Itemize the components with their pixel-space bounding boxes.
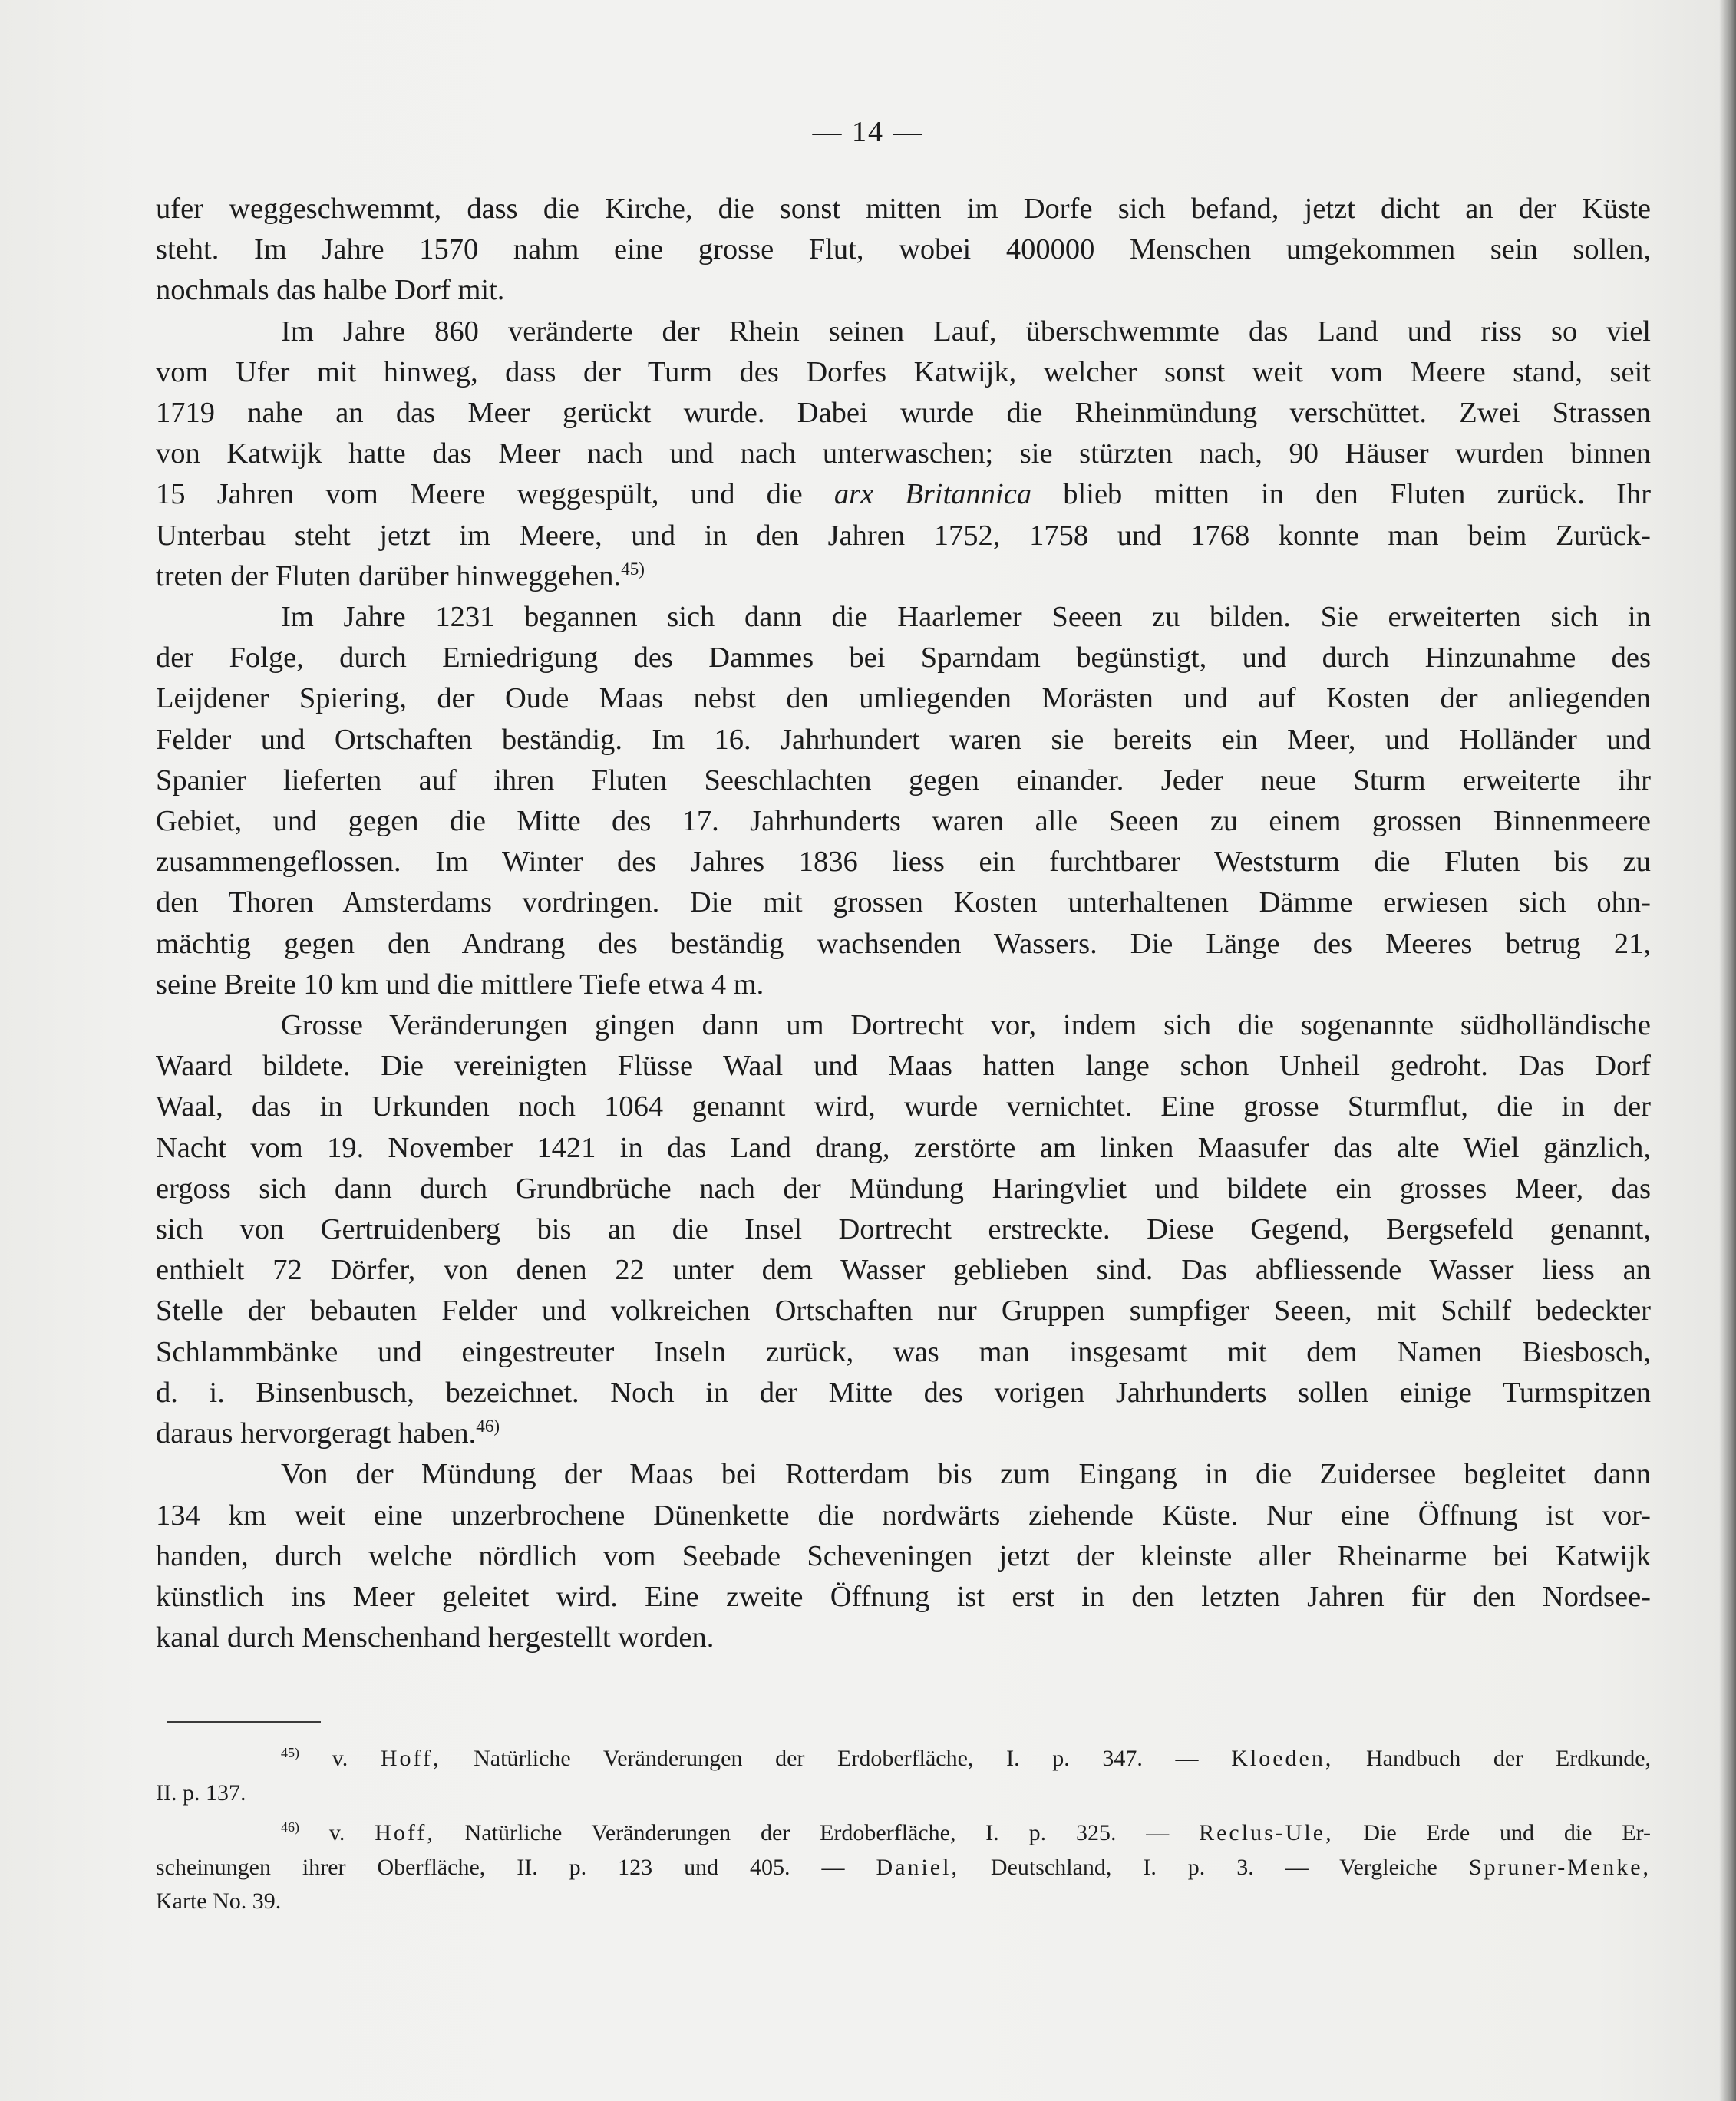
text-line: steht. Im Jahre 1570 nahm eine grosse Flut, wobei 400000 Menschen umgekommen sein sollen, <box>156 233 1651 266</box>
text-line: ufer weggeschwemmt, dass die Kirche, die sonst mitten im Dorfe sich befand, jetzt dicht an der Küste <box>156 193 1651 225</box>
text-line: seine Breite 10 km und die mittlere Tiefe etwa 4 m. <box>156 968 764 1001</box>
text-segment: v. <box>328 1820 345 1845</box>
text-line: enthielt 72 Dörfer, von denen 22 unter dem Wasser geblieben sind. Das abfliessende Wasser liess an <box>156 1254 1651 1287</box>
footnote-line: Karte No. 39. <box>156 1888 282 1914</box>
footnote-divider <box>167 1721 321 1723</box>
page-number: — 14 — <box>812 116 924 148</box>
text-line <box>156 474 1651 515</box>
text-line: d. i. Binsenbusch, bezeichnet. Noch in der Mitte des vorigen Jahrhunderts sollen einige Turmspitzen <box>156 1376 1651 1409</box>
text-line: mächtig gegen den Andrang des beständig wachsenden Wassers. Die Länge des Meeres betrug 21, <box>156 927 1651 960</box>
footnote-45 <box>156 1742 1651 1810</box>
body-text <box>156 189 1651 1658</box>
footnote-spacer <box>156 1810 1651 1816</box>
paragraph-2 <box>156 312 1651 597</box>
text-line: 1719 nahe an das Meer gerückt wurde. Dabei wurde die Rheinmündung verschüttet. Zwei Strassen <box>156 397 1651 430</box>
text-line: von Katwijk hatte das Meer nach und nach unterwaschen; sie stürzten nach, 90 Häuser wurden binnen <box>156 437 1651 470</box>
text-line: Von der Mündung der Maas bei Rotterdam bis zum Eingang in die Zuidersee begleitet dann <box>281 1458 1651 1491</box>
text-line: Leijdener Spiering, der Oude Maas nebst den umliegenden Morästen und auf Kosten der anliegenden <box>156 682 1651 715</box>
footnote-marker: 46) <box>281 1819 299 1835</box>
footnote-marker: 45) <box>281 1745 299 1760</box>
text-line: 134 km weit eine unzerbrochene Dünenkette die nordwärts ziehende Küste. Nur eine Öffnung ist vor- <box>156 1499 1651 1532</box>
text-line: sich von Gertruidenberg bis an die Insel Dortrecht erstreckte. Diese Gegend, Bergsefeld genannt, <box>156 1213 1651 1246</box>
text-line: Nacht vom 19. November 1421 in das Land drang, zerstörte am linken Maasufer das alte Wiel gänzlich, <box>156 1131 1651 1164</box>
italic-term: arx Britannica <box>833 478 1032 511</box>
text-line: Im Jahre 1231 begannen sich dann die Haarlemer Seeen zu bilden. Sie erweiterten sich in <box>281 601 1651 634</box>
text-line: künstlich ins Meer geleitet wird. Eine zweite Öffnung ist erst in den letzten Jahren für den Nordsee- <box>156 1580 1651 1613</box>
paragraph-3 <box>156 597 1651 1005</box>
footnote-line <box>156 1816 1651 1851</box>
text-line: handen, durch welche nördlich vom Seebade Scheveningen jetzt der kleinste aller Rheinarme bei Katwijk <box>156 1539 1651 1572</box>
text-line: Waard bildete. Die vereinigten Flüsse Waal und Maas hatten lange schon Unheil gedroht. Das Dorf <box>156 1050 1651 1083</box>
text-segment: Natürliche Veränderungen der Erdoberfläche, I. p. 325. — <box>464 1820 1170 1845</box>
text-line: zusammengeflossen. Im Winter des Jahres 1836 liess ein furchtbarer Weststurm die Fluten bis zu <box>156 846 1651 879</box>
text-line: Schlammbänke und eingestreuter Inseln zurück, was man insgesamt mit dem Namen Biesbosch, <box>156 1335 1651 1368</box>
paragraph-5 <box>156 1454 1651 1658</box>
text-line: vom Ufer mit hinweg, dass der Turm des Dorfes Katwijk, welcher sonst weit vom Meere stand, seit <box>156 355 1651 388</box>
text-segment: v. <box>332 1746 348 1771</box>
text-line: kanal durch Menschenhand hergestellt worden. <box>156 1621 715 1654</box>
text-segment: Natürliche Veränderungen der Erdoberfläche, I. p. 347. — <box>474 1746 1199 1771</box>
footnote-line <box>156 1851 1651 1885</box>
paragraph-1 <box>156 189 1651 312</box>
text-line <box>156 556 1651 597</box>
text-segment: scheinungen ihrer Oberfläche, II. p. 123 und 405. — <box>156 1854 845 1880</box>
text-line: der Folge, durch Erniedrigung des Dammes bei Sparndam begünstigt, und durch Hinzunahme des <box>156 642 1651 674</box>
author-name: Hoff, <box>380 1746 441 1771</box>
footnotes <box>156 1742 1651 1919</box>
footnote-reference: 45) <box>621 559 645 579</box>
text-line: Gebiet, und gegen die Mitte des 17. Jahrhunderts waren alle Seeen zu einem grossen Binnenmeere <box>156 805 1651 838</box>
text-line: Felder und Ortschaften beständig. Im 16. Jahrhundert waren sie bereits ein Meer, und Holländer und <box>156 723 1651 756</box>
text-line: nochmals das halbe Dorf mit. <box>156 274 505 307</box>
author-name: Spruner-Menke, <box>1468 1854 1652 1880</box>
author-name: Daniel, <box>876 1854 959 1880</box>
page-edge-shadow <box>1719 0 1736 2101</box>
text-line: Waal, das in Urkunden noch 1064 genannt wird, wurde vernichtet. Eine grosse Sturmflut, die in der <box>156 1090 1651 1123</box>
text-segment: Handbuch der Erdkunde, <box>1365 1746 1652 1771</box>
author-name: Hoff, <box>375 1820 435 1845</box>
text-segment: Die Erde und die Er- <box>1363 1820 1652 1845</box>
text-line: Stelle der bebauten Felder und volkreichen Ortschaften nur Gruppen sumpfiger Seeen, mit Schilf bedeckter <box>156 1295 1651 1328</box>
text-line: den Thoren Amsterdams vordringen. Die mit grossen Kosten unterhaltenen Dämme erwiesen sich ohn- <box>156 886 1651 919</box>
footnote-reference: 46) <box>476 1416 500 1436</box>
author-name: Reclus-Ule, <box>1199 1820 1334 1845</box>
text-line <box>156 1413 1651 1454</box>
text-line: Grosse Veränderungen gingen dann um Dortrecht vor, indem sich die sogenannte südholländische <box>281 1009 1651 1042</box>
text-segment: 15 Jahren vom Meere weggespült, und die <box>156 478 803 511</box>
footnote-line <box>156 1742 1651 1776</box>
text-segment: Deutschland, I. p. 3. — Vergleiche <box>990 1854 1437 1880</box>
text-line: Unterbau steht jetzt im Meere, und in den Jahren 1752, 1758 und 1768 konnte man beim Zurück- <box>156 519 1651 552</box>
footnote-line: II. p. 137. <box>156 1779 246 1806</box>
text-segment: treten der Fluten darüber hinweggehen. <box>156 559 622 592</box>
paragraph-4 <box>156 1005 1651 1454</box>
text-line: Im Jahre 860 veränderte der Rhein seinen Lauf, überschwemmte das Land und riss so viel <box>281 315 1651 348</box>
text-segment: blieb mitten in den Fluten zurück. Ihr <box>1063 478 1652 511</box>
text-segment: daraus hervorgeragt haben. <box>156 1417 477 1450</box>
text-line: Spanier lieferten auf ihren Fluten Seeschlachten gegen einander. Jeder neue Sturm erweiterte ihr <box>156 764 1651 797</box>
text-line: ergoss sich dann durch Grundbrüche nach der Mündung Haringvliet und bildete ein grosses Meer, das <box>156 1172 1651 1205</box>
footnote-46 <box>156 1816 1651 1919</box>
author-name: Kloeden, <box>1231 1746 1334 1771</box>
